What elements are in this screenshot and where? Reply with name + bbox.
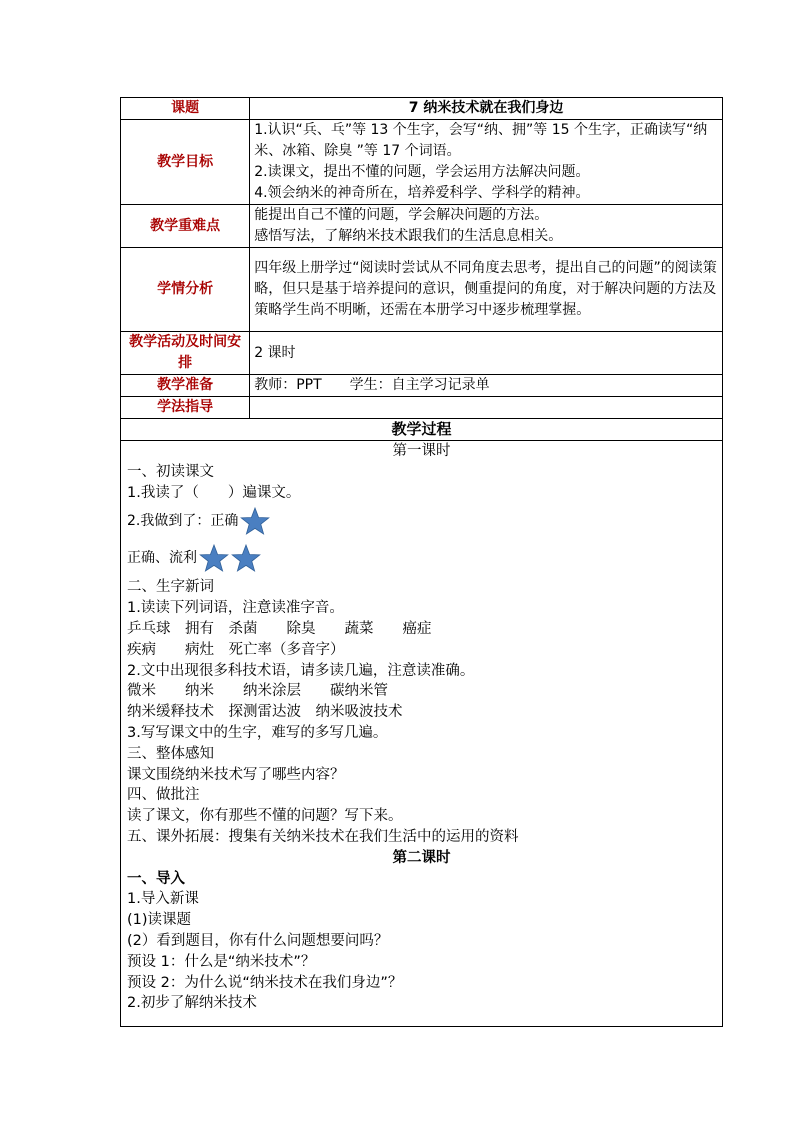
key-points-label: 教学重难点 <box>121 205 250 248</box>
goals-cell <box>250 120 723 205</box>
row-time <box>121 332 723 375</box>
star-icon <box>231 544 261 572</box>
key-point-2: 感悟写法，了解纳米技术跟我们的生活息息相关。 <box>254 228 563 244</box>
row-analysis <box>121 248 723 332</box>
process-line-b9: 三、整体感知 <box>127 745 214 762</box>
star-row-1 <box>127 503 716 539</box>
process-line-b3: 乒乓球 拥有 杀菌 除臭 蔬菜 癌症 <box>127 620 432 637</box>
row-process-body <box>121 441 723 1027</box>
process-line-b6: 微米 纳米 纳米涂层 碳纳米管 <box>127 683 388 700</box>
star-row-2 <box>127 539 716 577</box>
process-heading: 教学过程 <box>121 419 723 441</box>
lesson-plan-table <box>120 97 723 1027</box>
method-label: 学法指导 <box>121 397 250 419</box>
lesson-title: 7 纳米技术就在我们身边 <box>250 98 723 120</box>
star-line-2-text: 正确、流利 <box>127 549 197 566</box>
process-line-c7: 2.初步了解纳米技术 <box>127 995 257 1012</box>
star-line-1-text: 2.我做到了：正确 <box>127 512 239 529</box>
method-value <box>250 397 723 419</box>
lesson1-title: 第一课时 <box>392 443 451 459</box>
prep-label: 教学准备 <box>121 375 250 397</box>
star-icon <box>240 507 270 535</box>
row-lesson-title <box>121 98 723 120</box>
process-body <box>121 441 723 1027</box>
prep-value: 教师：PPT 学生：自主学习记录单 <box>250 375 723 397</box>
process-line-b11: 四、做批注 <box>127 787 200 804</box>
row-goals <box>121 120 723 205</box>
analysis-label: 学情分析 <box>121 248 250 332</box>
lesson-plan-sheet <box>120 97 723 1027</box>
key-point-1: 能提出自己不懂的问题，学会解决问题的方法。 <box>254 207 549 223</box>
process-line-a2: 1.我读了（ ）遍课文。 <box>127 484 301 501</box>
process-line-b7: 纳米缓释技术 探测雷达波 纳米吸波技术 <box>127 704 403 721</box>
process-line-b8: 3.写写课文中的生字，难写的多写几遍。 <box>127 724 388 741</box>
process-line-c4: (2）看到题目，你有什么问题想要问吗？ <box>127 932 389 949</box>
process-line-b12: 读了课文，你有那些不懂的问题？写下来。 <box>127 808 403 825</box>
process-line-c3: (1)读课题 <box>127 912 192 929</box>
time-value: 2 课时 <box>250 332 723 375</box>
row-key-points <box>121 205 723 248</box>
lesson-label: 课题 <box>121 98 250 120</box>
goals-label: 教学目标 <box>121 120 250 205</box>
analysis-text: 四年级上册学过“阅读时尝试从不同角度去思考，提出自己的问题”的阅读策略，但只是基于培养提问的意识，侧重提问的角度，对于解决问题的方法及策略学生尚不明晰，还需在本册学习中逐步梳理掌握。 <box>250 248 723 332</box>
lesson2-title: 第二课时 <box>392 849 451 866</box>
goal-item-1: 1.认识“兵、乓”等 13 个生字，会写“纳、拥”等 15 个生字，正确读写“纳米、冰箱、除臭 ”等 17 个词语。 <box>254 122 708 159</box>
process-line-b4: 疾病 病灶 死亡率（多音字） <box>127 641 345 658</box>
row-prep <box>121 375 723 397</box>
process-line-c2: 1.导入新课 <box>127 891 199 908</box>
process-line-b5: 2.文中出现很多科技术语，请多读几遍，注意读准确。 <box>127 662 475 679</box>
key-points-cell <box>250 205 723 248</box>
row-method <box>121 397 723 419</box>
process-line-b10: 课文围绕纳米技术写了哪些内容？ <box>127 766 345 783</box>
row-process-heading <box>121 419 723 441</box>
process-line-c5: 预设 1：什么是“纳米技术”？ <box>127 953 316 970</box>
time-label: 教学活动及时间安排 <box>121 332 250 375</box>
process-line-b1: 二、生字新词 <box>127 579 214 596</box>
process-line-a1: 一、初读课文 <box>127 463 214 480</box>
goal-item-2: 2.读课文，提出不懂的问题，学会运用方法解决问题。 <box>254 164 590 180</box>
process-line-c6: 预设 2：为什么说“纳米技术在我们身边”？ <box>127 974 403 991</box>
process-line-b2: 1.读读下列词语，注意读准字音。 <box>127 600 344 617</box>
process-line-b13: 五、课外拓展：搜集有关纳米技术在我们生活中的运用的资料 <box>127 828 519 845</box>
goal-item-3: 4.领会纳米的神奇所在，培养爱科学、学科学的精神。 <box>254 185 590 201</box>
process-line-c1: 一、导入 <box>127 870 185 887</box>
star-icon <box>199 544 229 572</box>
